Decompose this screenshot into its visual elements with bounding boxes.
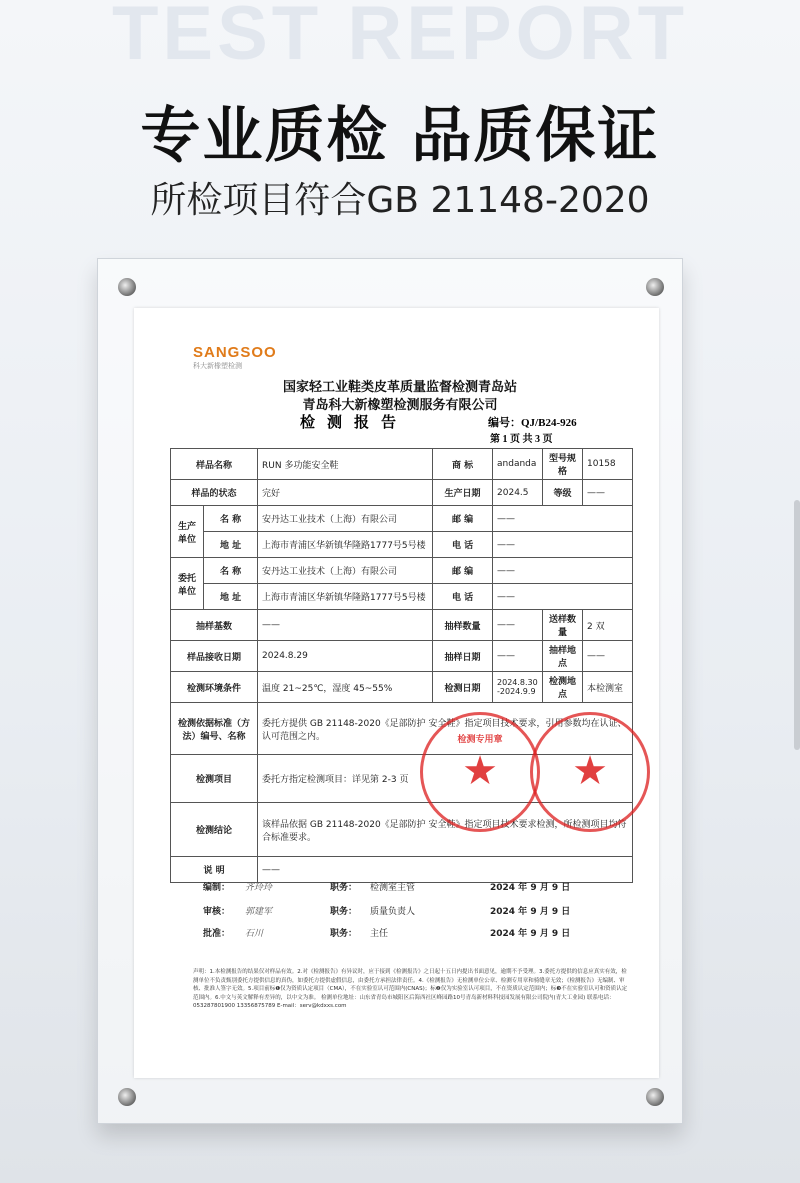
label: 邮 编 (433, 506, 493, 532)
label: 抽样地点 (543, 641, 583, 672)
value: —— (258, 857, 633, 883)
label: 抽样日期 (433, 641, 493, 672)
label: 检测依据标准（方法）编号、名称 (171, 703, 258, 755)
table-row (171, 610, 633, 641)
label: 样品的状态 (171, 480, 258, 506)
official-stamp (420, 712, 540, 832)
label: 检测结论 (171, 803, 258, 857)
screw-icon (118, 1088, 136, 1106)
star-icon: ★ (462, 748, 498, 794)
label: 送样数量 (543, 610, 583, 641)
label: 地 址 (204, 532, 258, 558)
value: 该样品依据 GB 21148-2020《足部防护 安全鞋》指定项目技术要求检测，所检测项目均符合标准要求。 (258, 803, 633, 857)
label: 电 话 (433, 532, 493, 558)
value: 2 双 (583, 610, 633, 641)
value: 安丹达工业技术（上海）有限公司 (258, 506, 433, 532)
label: 名 称 (204, 558, 258, 584)
value: 安丹达工业技术（上海）有限公司 (258, 558, 433, 584)
value: 10158 (583, 449, 633, 480)
subheadline: 所检项目符合GB 21148-2020 (150, 180, 650, 221)
label: 委托单位 (171, 558, 204, 610)
value: 完好 (258, 480, 433, 506)
value: —— (493, 584, 633, 610)
official-stamp (530, 712, 650, 832)
stamp-text: 检测专用章 (457, 735, 503, 745)
table-row (171, 672, 633, 703)
table-row (171, 857, 633, 883)
table-row (171, 506, 633, 532)
label: 说 明 (171, 857, 258, 883)
screw-icon (118, 278, 136, 296)
org-name-1: 国家轻工业鞋类皮革质量监督检测青岛站 (282, 380, 517, 395)
label: 电 话 (433, 584, 493, 610)
value: —— (493, 532, 633, 558)
value: RUN 多功能安全鞋 (258, 449, 433, 480)
value: 上海市青浦区华新镇华隆路1777号5号楼 (258, 532, 433, 558)
label: 样品接收日期 (171, 641, 258, 672)
value: —— (583, 480, 633, 506)
page-count: 第 1 页 共 3 页 (490, 434, 553, 445)
label: 检测地点 (543, 672, 583, 703)
table-row (171, 532, 633, 558)
value: —— (583, 641, 633, 672)
label: 检测环境条件 (171, 672, 258, 703)
label: 样品名称 (171, 449, 258, 480)
value: andanda (493, 449, 543, 480)
label: 地 址 (204, 584, 258, 610)
label: 抽样基数 (171, 610, 258, 641)
label: 商 标 (433, 449, 493, 480)
label: 等级 (543, 480, 583, 506)
scrollbar[interactable] (794, 500, 800, 750)
logo: SANGSOO 科大新橡塑检测 (193, 344, 277, 370)
report-title: 检测报告 (300, 413, 409, 431)
table-row (171, 480, 633, 506)
screw-icon (646, 1088, 664, 1106)
table-row (171, 641, 633, 672)
table-row (171, 558, 633, 584)
value: —— (493, 506, 633, 532)
value: 2024.8.30-2024.9.9 (493, 672, 543, 703)
label: 邮 编 (433, 558, 493, 584)
table-row (171, 449, 633, 480)
label: 生产日期 (433, 480, 493, 506)
value: 2024.8.29 (258, 641, 433, 672)
value: 委托方指定检测项目：详见第 2-3 页 (258, 755, 633, 803)
org-name-2: 青岛科大新橡塑检测服务有限公司 (302, 398, 498, 413)
label: 检测项目 (171, 755, 258, 803)
value: 委托方提供 GB 21148-2020《足部防护 安全鞋》指定项目技术要求，引用参数均在认证、认可范围之内。 (258, 703, 633, 755)
value: 温度 21~25℃，湿度 45~55% (258, 672, 433, 703)
star-icon: ★ (572, 748, 608, 794)
table-row (171, 584, 633, 610)
screw-icon (646, 278, 664, 296)
value: —— (493, 641, 543, 672)
report-number: 编号：QJ/B24-926 (488, 417, 577, 429)
label: 名 称 (204, 506, 258, 532)
value: —— (258, 610, 433, 641)
value: —— (493, 558, 633, 584)
label: 型号规格 (543, 449, 583, 480)
label: 检测日期 (433, 672, 493, 703)
watermark: TEST REPORT (111, 0, 689, 76)
label: 抽样数量 (433, 610, 493, 641)
value: —— (493, 610, 543, 641)
value: 上海市青浦区华新镇华隆路1777号5号楼 (258, 584, 433, 610)
headline: 专业质检 品质保证 (140, 101, 660, 171)
value: 本检测室 (583, 672, 633, 703)
label: 生产单位 (171, 506, 204, 558)
value: 2024.5 (493, 480, 543, 506)
declaration: 声明：1.本检测报告的结果仅对样品有效。2.对《检测报告》有异议时，应于接到《检测报告》之日起十五日内提出书面意见，逾期不予受理。3.委托方提供的信息应真实有效，检测单位不负责甄别委托方提供信息的真伪，如委托方提供虚假信息，由委托方承担法律责任。4.《检测报告》无检测单位公章、检测专用章和骑缝章无效；《检测报告》无编制、审核、批准人签字无效。5.项目前标❶仅为资质认定项目（CMA），不在实验室认可范围内(CNAS)；标❷仅为实验室认可项目，不在资质认定范围内；标❸不在实验室认可和资质认定范围内。6.中文与英文解释有差异的，以中文为准。 检测单位地址：山东省青岛市城阳区后海西社区峰园路10号青岛新材料科技园发展有限公司院内(青大工业园) 联系电话：053287801900 13356875789 E-mail：serv@kdxxs.com (193, 969, 628, 1009)
